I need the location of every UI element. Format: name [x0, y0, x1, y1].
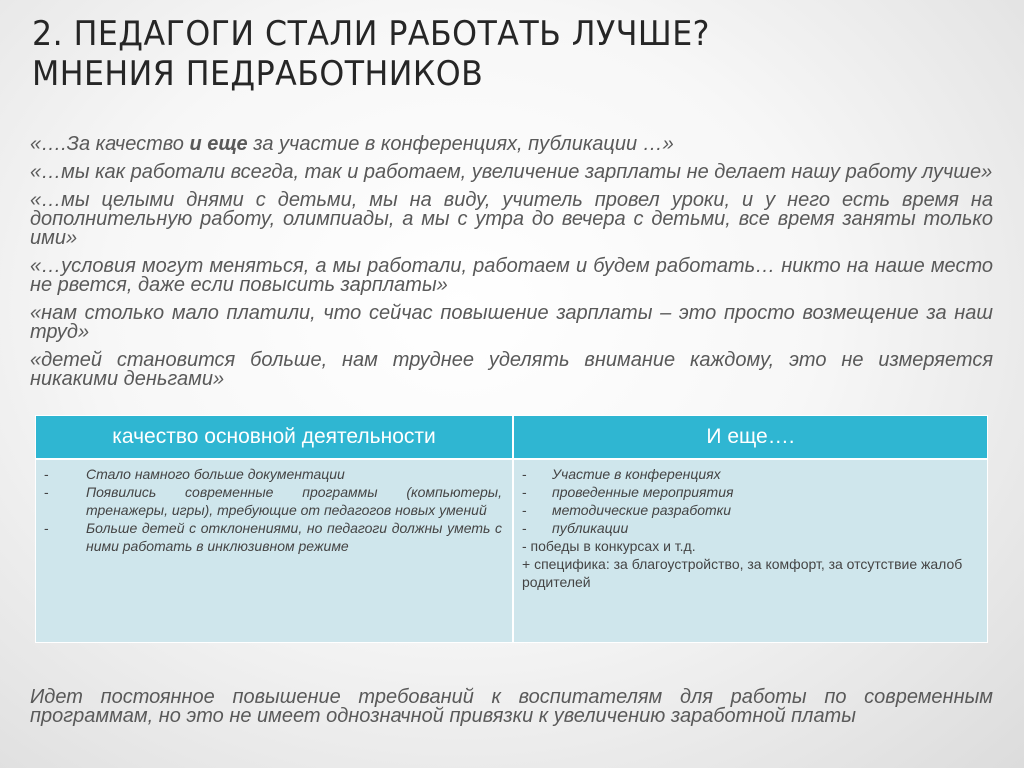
list-item: - Стало намного больше документации: [44, 466, 345, 482]
list-item: - публикации: [522, 520, 629, 536]
table-header-and-more: И еще….: [514, 416, 987, 458]
table-cell-right: [514, 460, 987, 642]
table-body-row: [36, 460, 987, 642]
list-item: - Больше детей с отклонениями, но педагоги должны уметь с ними работать в инклюзивном режиме: [44, 520, 502, 554]
quote-2: «…мы как работали всегда, так и работаем, увеличение зарплаты не делает нашу работу лучше»: [30, 161, 993, 183]
slide-title-line-2: МНЕНИЯ ПЕДРАБОТНИКОВ: [32, 54, 484, 94]
quote-4: «…условия могут меняться, а мы работали, работаем и будем работать… никто на наше место не рвется, даже если повысить зарплаты»: [30, 255, 993, 296]
quote-5: «нам столько мало платили, что сейчас повышение зарплаты – это просто возмещение за наш труд»: [30, 302, 993, 343]
quote-1-bold: и еще: [189, 133, 248, 155]
quotes-block: [30, 135, 993, 398]
list-item-specifics: + специфика: за благоустройство, за комфорт, за отсутствие жалоб родителей: [522, 556, 963, 590]
list-item: - Появились современные программы (компьютеры, тренажеры, игры), требующие от педагогов новых умений: [44, 484, 502, 518]
slide-title-line-1: 2. ПЕДАГОГИ СТАЛИ РАБОТАТЬ ЛУЧШЕ?: [32, 14, 710, 54]
table-cell-left: [36, 460, 512, 642]
quote-6: «детей становится больше, нам труднее уделять внимание каждому, это не измеряется никакими деньгами»: [30, 349, 993, 390]
table-header-quality: качество основной деятельности: [36, 416, 512, 458]
list-item: - Участие в конференциях: [522, 466, 721, 482]
list-item-contests: - победы в конкурсах и т.д.: [522, 538, 696, 554]
list-item: - проведенные мероприятия: [522, 484, 734, 500]
quote-1-start: «….За качество: [30, 133, 190, 155]
list-item: - методические разработки: [522, 502, 732, 518]
table-header-row: [36, 416, 987, 458]
quote-1: [30, 135, 993, 154]
quote-1-end: за участие в конференциях, публикации …»: [247, 133, 674, 155]
footer-note: Идет постоянное повышение требований к воспитателям для работы по современным программам, но это не имеет однозначной привязки к увеличению заработной платы: [30, 686, 993, 727]
slide-title: [32, 14, 934, 94]
quote-3: «…мы целыми днями с детьми, мы на виду, учитель провел уроки, и у него есть время на дополнительную работу, олимпиады, а мы с утра до вечера с детьми, все время заняты только ими»: [30, 189, 993, 249]
comparison-table: [35, 415, 988, 643]
